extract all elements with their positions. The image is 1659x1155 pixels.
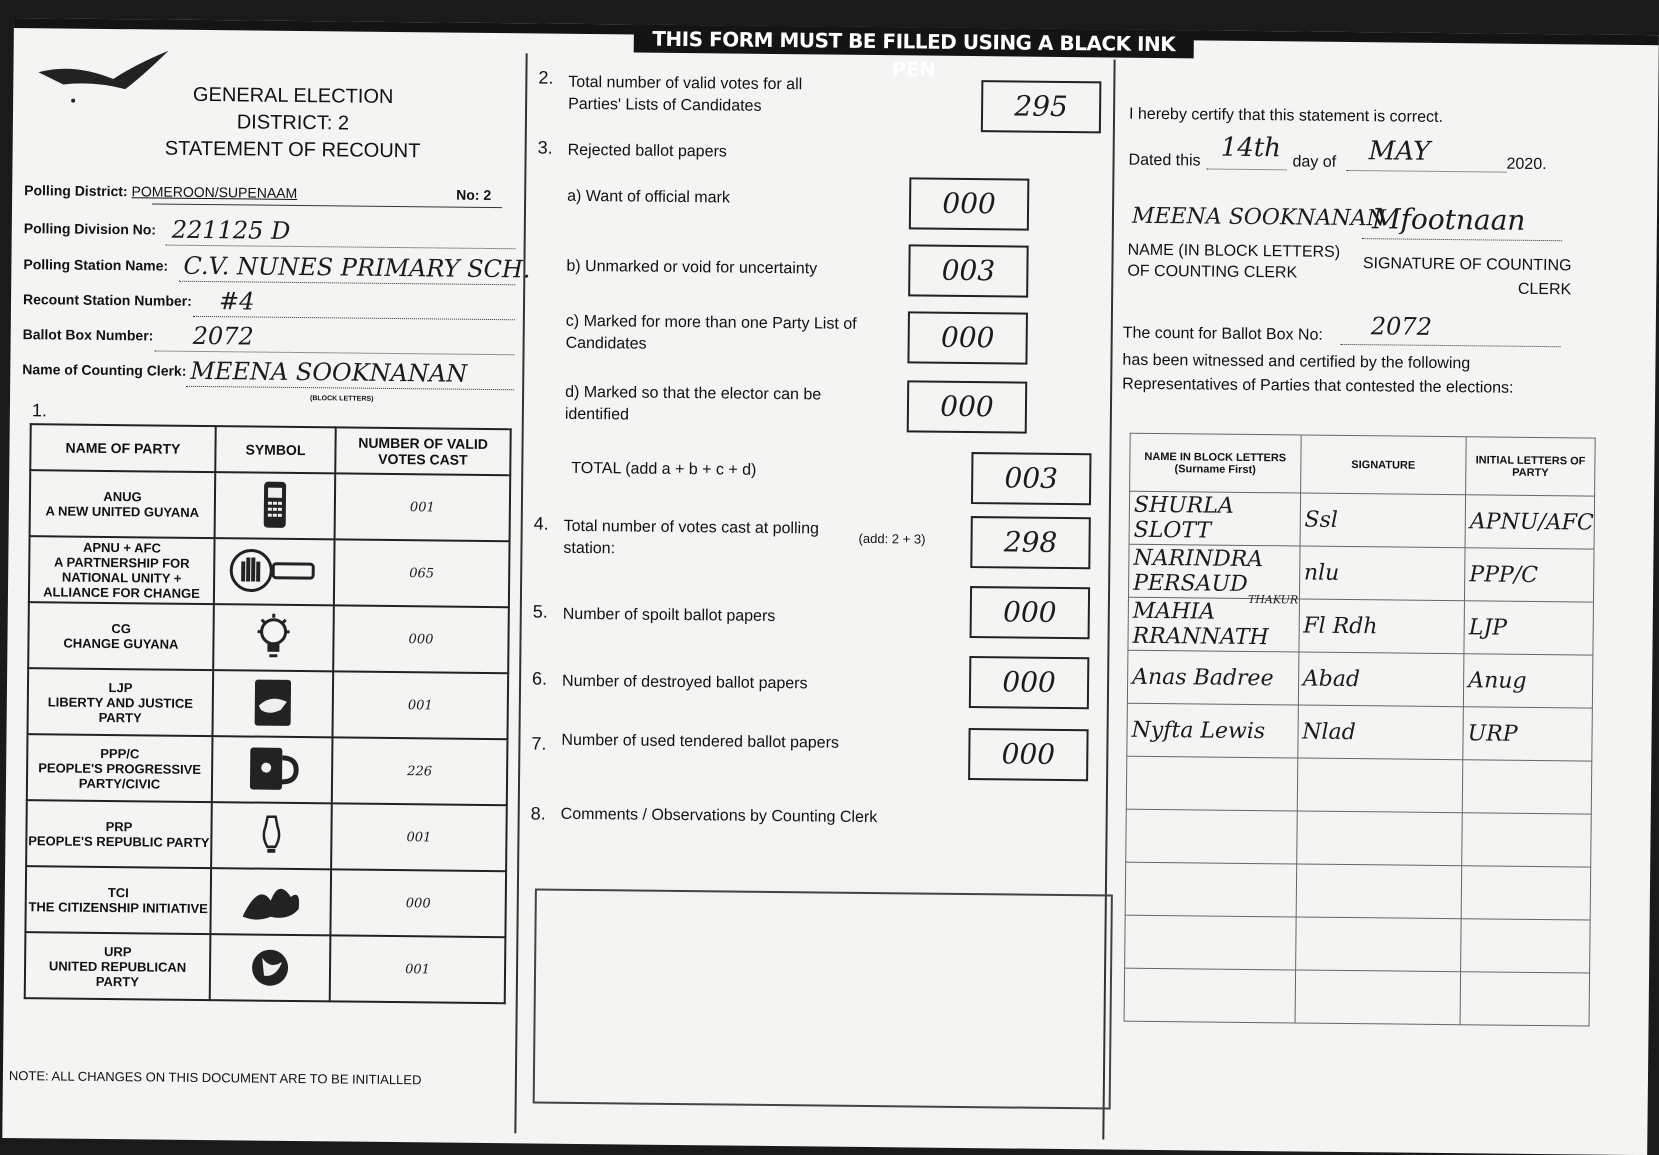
party-votes: 226 — [332, 737, 508, 805]
counting-clerk-value: MEENA SOOKNANAN — [190, 356, 468, 388]
section-1-label: 1. — [31, 400, 48, 421]
item-2-number: 2. — [538, 67, 554, 88]
dated-day: 14th — [1220, 132, 1282, 164]
party-row: PRP PEOPLE'S REPUBLIC PARTY 001 — [26, 800, 507, 871]
rep-row — [1127, 703, 1593, 761]
form-heading: GENERAL ELECTION DISTRICT: 2 STATEMENT OF RECOUNT — [164, 83, 421, 163]
party-name-header: NAME OF PARTY — [30, 424, 215, 472]
district-no: No: 2 — [456, 186, 492, 204]
cup-icon — [244, 743, 301, 794]
party-row: URP UNITED REPUBLICAN PARTY 001 — [25, 932, 506, 1003]
rep-party: Anug — [1463, 654, 1592, 708]
rep-signature-header: SIGNATURE — [1300, 435, 1466, 495]
rejected-total-label: TOTAL (add a + b + c + d) — [571, 459, 757, 479]
rep-row — [1127, 650, 1593, 708]
rep-name: Nyfta Lewis — [1127, 703, 1298, 758]
rep-row — [1128, 544, 1594, 602]
item-3a-value: 000 — [909, 177, 1030, 230]
counting-clerk-field: Name of Counting Clerk: MEENA SOOKNANAN — [22, 361, 502, 390]
item-7-label: Number of used tendered ballot papers — [561, 731, 840, 752]
party-votes: 001 — [331, 803, 507, 871]
rep-signature: Fl Rdh — [1299, 599, 1465, 654]
polling-division-field: Polling Division No: 221125 D — [24, 220, 504, 249]
ink-instruction-banner: THIS FORM MUST BE FILLED USING A BLACK INK PEN — [634, 24, 1194, 58]
party-votes-table — [24, 423, 512, 1004]
party-votes: 000 — [333, 605, 509, 673]
rep-row — [1128, 597, 1594, 655]
ballot-box-value: 2072 — [192, 321, 254, 351]
item-2-label: Total number of valid votes for all Parties' Lists of Candidates — [568, 73, 803, 115]
item-3b-value: 003 — [908, 244, 1029, 297]
valid-votes-total: 295 — [981, 80, 1102, 133]
rep-extra-name: THAKUR — [1247, 592, 1299, 607]
comments-box — [533, 889, 1113, 1110]
party-row: TCI THE CITIZENSHIP INITIATIVE 000 — [25, 866, 506, 937]
count-ballot-box-value: 2072 — [1370, 312, 1433, 341]
item-7-number: 7. — [531, 733, 547, 754]
rep-party: URP — [1463, 707, 1592, 761]
party-votes: 065 — [334, 539, 510, 607]
dated-year: 2020. — [1506, 155, 1547, 174]
tendered-ballots-value: 000 — [968, 728, 1089, 781]
item-4-label: Total number of votes cast at polling station: — [563, 517, 820, 558]
item-8-number: 8. — [530, 803, 546, 824]
item-4-number: 4. — [533, 513, 549, 534]
item-5-label: Number of spoilt ballot papers — [562, 605, 776, 626]
item-6-label: Number of destroyed ballot papers — [561, 672, 808, 693]
rep-row — [1124, 968, 1590, 1026]
rep-party: PPP/C — [1465, 548, 1594, 602]
bird-icon — [248, 941, 293, 991]
party-representatives-table — [1124, 433, 1596, 1027]
lamp-icon — [259, 812, 283, 856]
ballot-box-field: Ballot Box Number: 2072 — [23, 326, 503, 355]
polling-district-field: Polling District: POMEROON/SUPENAAM No: 2 — [24, 182, 492, 204]
item-3b-label: b) Unmarked or void for uncertainty — [566, 257, 818, 278]
cellphone-icon — [260, 479, 291, 529]
hand-key-icon — [229, 545, 320, 596]
rep-name: MAHIA RRANNATH — [1128, 597, 1299, 652]
rep-name: NARINDRA PERSAUD — [1128, 544, 1299, 599]
item-3d-value: 000 — [907, 380, 1028, 433]
item-3-number: 3. — [537, 137, 553, 158]
rep-name-header: NAME IN BLOCK LETTERS (Surname First) — [1130, 433, 1301, 493]
day-of-label: day of — [1292, 153, 1337, 171]
item-3c-value: 000 — [907, 311, 1028, 364]
handshake-icon — [251, 675, 296, 729]
rep-signature: Nlad — [1297, 705, 1463, 760]
clerk-name-caption: NAME (IN BLOCK LETTERS) OF COUNTING CLERK — [1127, 241, 1341, 282]
station-name-field: Polling Station Name: C.V. NUNES PRIMARY SCH. — [23, 251, 531, 284]
clerk-signature: Mfootnaan — [1371, 202, 1526, 237]
block-letters-note: (BLOCK LETTERS) — [309, 395, 374, 403]
clerk-signature-caption: SIGNATURE OF COUNTING CLERK — [1362, 255, 1572, 299]
party-votes: 001 — [332, 671, 508, 739]
rep-signature: Abad — [1298, 652, 1464, 707]
total-votes-cast-value: 298 — [970, 516, 1091, 569]
rep-row — [1125, 862, 1591, 920]
rep-row — [1129, 491, 1595, 549]
destroyed-ballots-value: 000 — [969, 656, 1090, 709]
symbol-header: SYMBOL — [215, 426, 335, 473]
station-name-value: C.V. NUNES PRIMARY SCH. — [183, 251, 531, 284]
item-3-label: Rejected ballot papers — [567, 141, 727, 161]
count-label: The count for Ballot Box No: — [1122, 324, 1323, 344]
recount-station-field: Recount Station Number: #4 — [23, 291, 503, 320]
party-votes: 001 — [335, 473, 511, 541]
spoilt-ballots-value: 000 — [970, 586, 1091, 639]
party-votes: 001 — [330, 935, 506, 1003]
party-votes: 000 — [330, 869, 506, 937]
item-6-number: 6. — [532, 668, 548, 689]
rep-party-header: INITIAL LETTERS OF PARTY — [1466, 437, 1595, 496]
rep-name: Anas Badree — [1127, 650, 1298, 705]
item-4-hint: (add: 2 + 3) — [858, 530, 926, 547]
recount-station-value: #4 — [218, 287, 255, 316]
initialled-note: NOTE: ALL CHANGES ON THIS DOCUMENT ARE TO BE INITIALLED — [8, 1068, 422, 1088]
rep-party: LJP — [1464, 601, 1593, 655]
rep-name: SHURLA SLOTT — [1129, 491, 1300, 546]
rejected-total-value: 003 — [971, 452, 1092, 505]
dated-month: MAY — [1368, 136, 1431, 167]
polling-division-value: 221125 D — [171, 215, 291, 245]
leaves-icon — [239, 878, 303, 923]
item-3a-label: a) Want of official mark — [567, 187, 730, 207]
party-row: ANUG A NEW UNITED GUYANA 001 — [30, 470, 511, 541]
clerk-block-name: MEENA SOOKNANAN — [1131, 203, 1386, 232]
item-3d-label: d) Marked so that the elector can be identified — [564, 383, 822, 424]
rep-signature: Ssl — [1300, 493, 1466, 548]
party-row: APNU + AFC A PARTNERSHIP FOR NATIONAL UNITY + ALLIANCE FOR CHANGE 065 — [29, 536, 510, 607]
lightbulb-icon — [253, 611, 294, 661]
rep-row — [1126, 809, 1592, 867]
column-divider — [514, 53, 527, 1133]
rep-row — [1126, 756, 1592, 814]
polling-district-value: POMEROON/SUPENAAM — [131, 183, 298, 201]
witness-line-1: has been witnessed and certified by the following — [1122, 351, 1471, 373]
certify-statement: I hereby certify that this statement is correct. — [1128, 105, 1444, 126]
item-5-number: 5. — [532, 601, 548, 622]
rep-party: APNU/AFC — [1465, 495, 1594, 549]
item-3c-label: c) Marked for more than one Party List of Candidates — [565, 312, 857, 353]
party-row: CG CHANGE GUYANA 000 — [28, 602, 509, 673]
witness-line-2: Representatives of Parties that contested the elections: — [1122, 375, 1514, 397]
party-row: PPP/C PEOPLE'S PROGRESSIVE PARTY/CIVIC 226 — [27, 734, 508, 805]
votes-header: NUMBER OF VALID VOTES CAST — [335, 427, 510, 475]
rep-row — [1125, 915, 1591, 973]
recount-form — [2, 18, 1659, 1155]
item-8-label: Comments / Observations by Counting Clerk — [560, 805, 878, 827]
rep-signature: nlu — [1299, 546, 1465, 601]
party-row: LJP LIBERTY AND JUSTICE PARTY 001 — [28, 668, 509, 739]
dated-label: Dated this — [1128, 151, 1201, 170]
